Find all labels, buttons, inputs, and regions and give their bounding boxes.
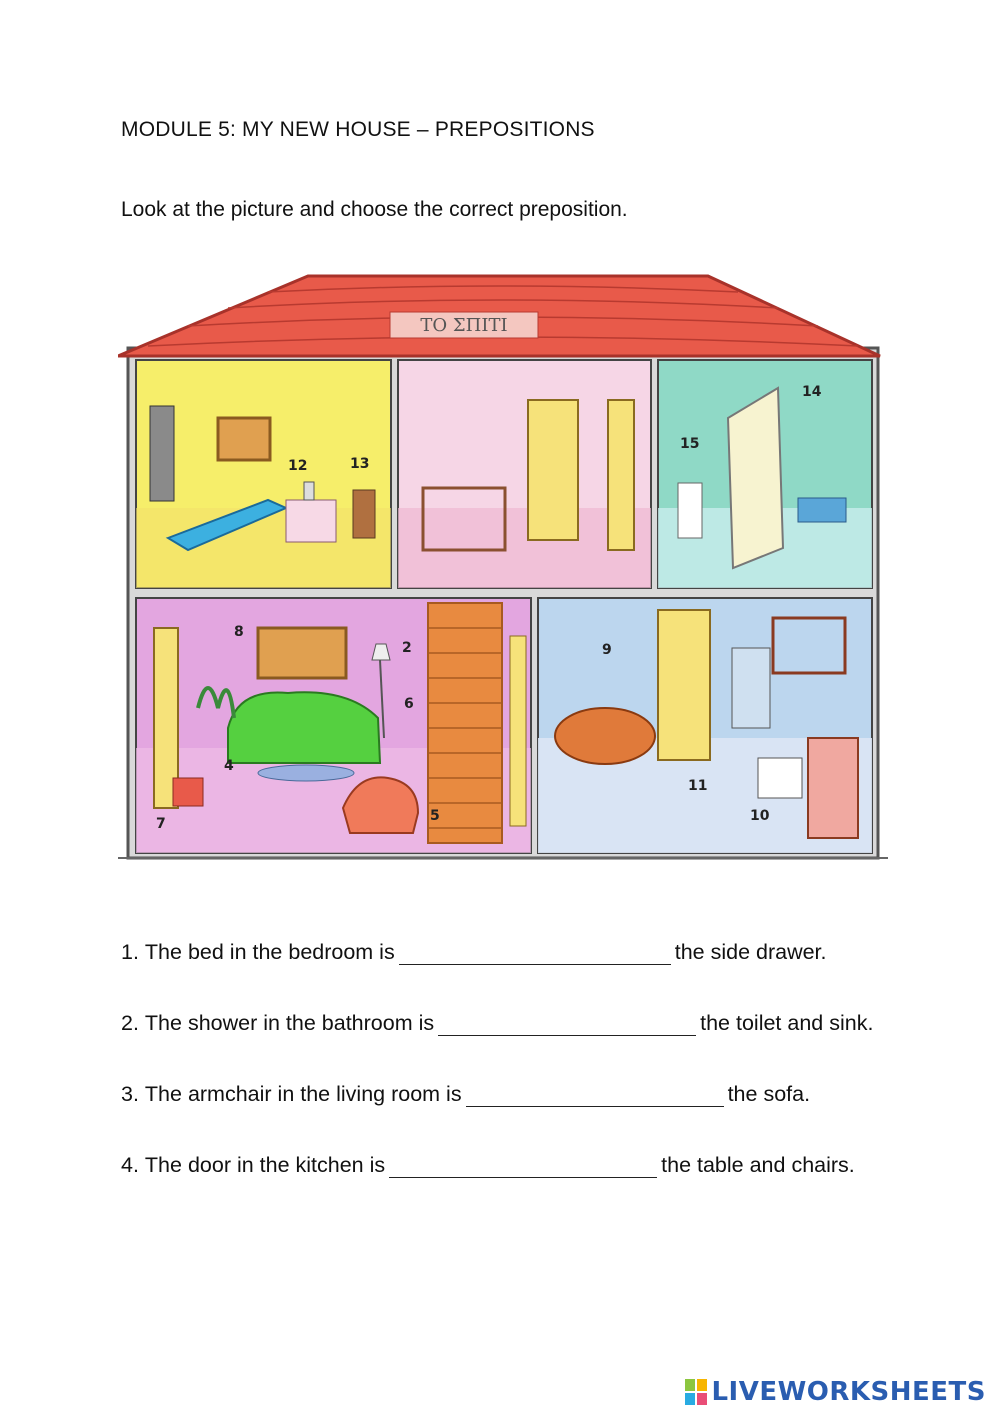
question-number: 2. bbox=[121, 1011, 139, 1035]
label-5: 5 bbox=[430, 808, 440, 824]
instruction-text: Look at the picture and choose the correct preposition. bbox=[121, 198, 628, 221]
question-3 bbox=[121, 1082, 810, 1107]
label-10: 10 bbox=[750, 808, 770, 824]
label-15: 15 bbox=[680, 436, 700, 452]
page-title: MODULE 5: MY NEW HOUSE – PREPOSITIONS bbox=[121, 118, 595, 141]
question-number: 3. bbox=[121, 1082, 139, 1106]
house-illustration bbox=[118, 268, 888, 868]
answer-blank-3[interactable] bbox=[466, 1084, 724, 1107]
label-11: 11 bbox=[688, 778, 708, 794]
label-7: 7 bbox=[156, 816, 166, 832]
label-6: 6 bbox=[404, 696, 414, 712]
question-text-after: the sofa. bbox=[727, 1082, 811, 1106]
label-2: 2 bbox=[402, 640, 412, 656]
label-8: 8 bbox=[234, 624, 244, 640]
question-text-before: The door in the kitchen is bbox=[144, 1153, 386, 1177]
answer-blank-2[interactable] bbox=[438, 1013, 696, 1036]
answer-blank-4[interactable] bbox=[389, 1155, 657, 1178]
answer-blank-1[interactable] bbox=[399, 942, 671, 965]
brand-name: LIVEWORKSHEETS bbox=[711, 1377, 986, 1407]
question-text-after: the toilet and sink. bbox=[700, 1011, 874, 1035]
label-13: 13 bbox=[350, 456, 370, 472]
question-number: 4. bbox=[121, 1153, 139, 1177]
question-text-before: The bed in the bedroom is bbox=[144, 940, 395, 964]
question-1 bbox=[121, 940, 827, 965]
label-4: 4 bbox=[224, 758, 234, 774]
label-9: 9 bbox=[602, 642, 612, 658]
question-4 bbox=[121, 1153, 855, 1178]
question-text-after: the side drawer. bbox=[674, 940, 827, 964]
label-14: 14 bbox=[802, 384, 822, 400]
label-12: 12 bbox=[288, 458, 308, 474]
question-2 bbox=[121, 1011, 873, 1036]
roof-sign: ΤΟ ΣΠΙΤΙ bbox=[420, 315, 508, 336]
question-number: 1. bbox=[121, 940, 139, 964]
question-text-before: The shower in the bathroom is bbox=[144, 1011, 435, 1035]
question-text-after: the table and chairs. bbox=[661, 1153, 855, 1177]
liveworksheets-logo bbox=[685, 1376, 986, 1408]
question-text-before: The armchair in the living room is bbox=[144, 1082, 462, 1106]
liveworksheets-icon bbox=[685, 1379, 707, 1405]
